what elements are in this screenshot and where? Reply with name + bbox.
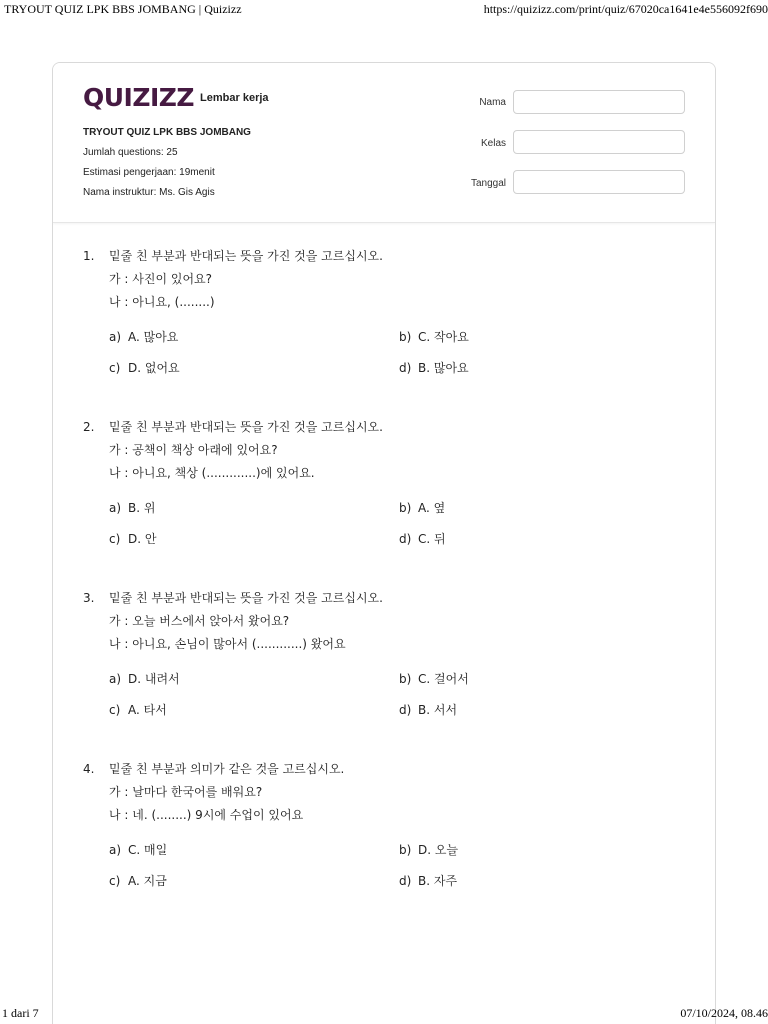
dialogue-line: 나 : 네. (........) 9시에 수업이 있어요: [109, 808, 304, 822]
option-letter: d): [399, 361, 412, 375]
option-letter: b): [399, 501, 412, 515]
brand: [83, 85, 269, 111]
option-d[interactable]: [399, 702, 457, 718]
answer-options: [83, 500, 683, 570]
worksheet: [52, 62, 716, 1024]
dialogue-line: 나 : 아니요, 손님이 많아서 (............) 왔어요: [109, 637, 346, 651]
option-d[interactable]: [399, 531, 446, 547]
option-text: D. 오늘: [418, 843, 459, 857]
instructor-name: Nama instruktur: Ms. Gis Agis: [83, 187, 215, 198]
option-letter: b): [399, 843, 412, 857]
option-letter: a): [109, 501, 122, 515]
quizizz-logo: QUIZIZZ: [83, 83, 195, 112]
option-letter: d): [399, 703, 412, 717]
question-3: [83, 590, 683, 741]
page-number: 1 dari 7: [2, 1006, 39, 1020]
questions-count: Jumlah questions: 25: [83, 147, 178, 158]
option-letter: c): [109, 874, 121, 888]
print-header: [0, 0, 768, 20]
print-page-title: TRYOUT QUIZ LPK BBS JOMBANG | Quizizz: [4, 2, 242, 16]
answer-options: [83, 329, 683, 399]
option-a[interactable]: [109, 500, 155, 516]
question-number: 4.: [83, 762, 95, 776]
option-a[interactable]: [109, 842, 167, 858]
name-label: Nama: [479, 97, 506, 108]
worksheet-header: [53, 63, 715, 223]
option-b[interactable]: [399, 671, 469, 687]
option-text: D. 내려서: [128, 672, 180, 686]
class-field[interactable]: [513, 130, 685, 154]
option-b[interactable]: [399, 329, 469, 345]
dialogue-line: 나 : 아니요, (........): [109, 295, 215, 309]
option-c[interactable]: [109, 531, 156, 547]
dialogue-line: 가 : 오늘 버스에서 앉아서 왔어요?: [109, 614, 290, 628]
option-b[interactable]: [399, 842, 458, 858]
option-letter: a): [109, 843, 122, 857]
name-field[interactable]: [513, 90, 685, 114]
option-letter: c): [109, 532, 121, 546]
option-c[interactable]: [109, 360, 180, 376]
option-text: D. 없어요: [128, 361, 180, 375]
option-text: C. 뒤: [418, 532, 446, 546]
option-letter: b): [399, 672, 412, 686]
question-prompt: 밑줄 친 부분과 의미가 같은 것을 고르십시오.: [109, 762, 345, 776]
answer-options: [83, 671, 683, 741]
question-prompt: 밑줄 친 부분과 반대되는 뜻을 가진 것을 고르십시오.: [109, 591, 383, 605]
option-letter: b): [399, 330, 412, 344]
question-prompt: 밑줄 친 부분과 반대되는 뜻을 가진 것을 고르십시오.: [109, 249, 383, 263]
option-c[interactable]: [109, 873, 167, 889]
option-text: B. 서서: [418, 703, 458, 717]
option-text: C. 걸어서: [418, 672, 469, 686]
option-text: C. 작아요: [418, 330, 469, 344]
print-datetime: 07/10/2024, 08.46: [680, 1006, 768, 1020]
class-label: Kelas: [480, 138, 506, 149]
question-number: 2.: [83, 420, 95, 434]
option-text: A. 많아요: [128, 330, 179, 344]
option-letter: d): [399, 532, 412, 546]
date-label: Tanggal: [470, 178, 506, 189]
answer-options: [83, 842, 683, 912]
option-letter: d): [399, 874, 412, 888]
option-letter: c): [109, 361, 121, 375]
dialogue-line: 나 : 아니요, 책상 (.............)에 있어요.: [109, 466, 315, 480]
option-d[interactable]: [399, 360, 469, 376]
option-text: B. 위: [128, 501, 156, 515]
option-text: B. 많아요: [418, 361, 469, 375]
option-b[interactable]: [399, 500, 445, 516]
option-text: A. 타서: [128, 703, 167, 717]
dialogue-line: 가 : 날마다 한국어를 배워요?: [109, 785, 263, 799]
question-4: [83, 761, 683, 912]
print-page-url: https://quizizz.com/print/quiz/67020ca1641e4e556092f690: [483, 2, 768, 16]
worksheet-label: Lembar kerja: [200, 92, 269, 104]
option-d[interactable]: [399, 873, 457, 889]
option-text: C. 매일: [128, 843, 168, 857]
date-field[interactable]: [513, 170, 685, 194]
question-prompt: 밑줄 친 부분과 반대되는 뜻을 가진 것을 고르십시오.: [109, 420, 383, 434]
option-text: D. 안: [128, 532, 157, 546]
option-letter: c): [109, 703, 121, 717]
option-a[interactable]: [109, 329, 178, 345]
option-a[interactable]: [109, 671, 180, 687]
option-text: B. 자주: [418, 874, 458, 888]
dialogue-line: 가 : 사진이 있어요?: [109, 272, 213, 286]
question-1: [83, 248, 683, 399]
option-text: A. 옆: [418, 501, 446, 515]
option-letter: a): [109, 672, 122, 686]
quiz-title: TRYOUT QUIZ LPK BBS JOMBANG: [83, 127, 251, 138]
time-estimate: Estimasi pengerjaan: 19menit: [83, 167, 215, 178]
dialogue-line: 가 : 공책이 책상 아래에 있어요?: [109, 443, 278, 457]
question-number: 1.: [83, 249, 95, 263]
print-footer: [0, 1002, 768, 1024]
question-number: 3.: [83, 591, 95, 605]
option-text: A. 지금: [128, 874, 167, 888]
option-letter: a): [109, 330, 122, 344]
question-2: [83, 419, 683, 570]
option-c[interactable]: [109, 702, 167, 718]
